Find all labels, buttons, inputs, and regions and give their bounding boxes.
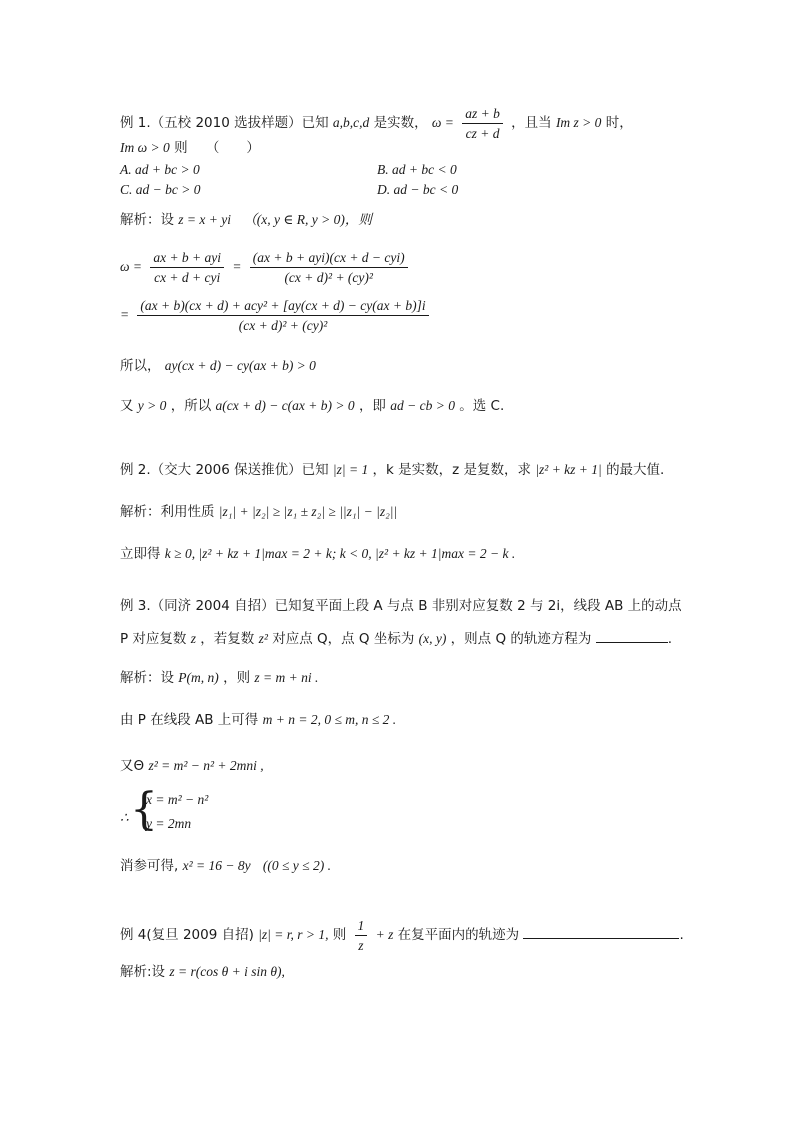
ex2-solution: [120, 502, 674, 522]
ex1-option-b: B. ad + bc < 0: [377, 162, 457, 177]
ex4-answer-blank[interactable]: [523, 924, 679, 939]
ex2-target: |z² + kz + 1|: [535, 462, 602, 477]
ex1-also-mid: ，所以: [170, 398, 212, 414]
ex1-equation-1: [120, 248, 674, 287]
ex4-frac-num: 1: [355, 916, 368, 936]
ex1-eq1-f2-num: (ax + b + ayi)(cx + d − cyi): [250, 248, 408, 268]
ex3-segment-line: [120, 710, 674, 730]
ex3-seg-label: 由 P 在线段 AB 上可得: [120, 712, 259, 728]
ex1-eq1-frac1: [150, 248, 224, 287]
ex3-line2-z: z: [190, 631, 196, 646]
ex3-line2-c: 对应点 Q，点 Q 坐标为: [272, 631, 415, 647]
ex3-statement-line2: [120, 628, 674, 649]
ex1-option-d: D. ad − bc < 0: [377, 182, 459, 197]
ex3-elim-label: 消参可得,: [120, 858, 179, 874]
ex2-text2: 的最大值.: [606, 462, 665, 478]
ex3-brace: {: [130, 784, 158, 835]
ex1-also-expr2: a(cx + d) − c(ax + b) > 0: [215, 398, 355, 413]
ex3-elimination-line: [120, 856, 674, 876]
ex3-line2-z2: z²: [258, 631, 268, 646]
ex3-therefore-symbol: ∴: [120, 810, 129, 825]
ex3-system-eq1: x = m² − n²: [146, 792, 209, 807]
ex1-also-label: 又: [120, 398, 134, 414]
ex1-is-real: 是实数，: [373, 115, 428, 131]
ex3-solution-intro: [120, 668, 674, 688]
ex2-statement: [120, 460, 674, 480]
ex1-eq1-f2-den: (cx + d)² + (cy)²: [284, 270, 373, 285]
ex4-sol-label: 解析:设: [120, 964, 166, 980]
ex3-also-expr: z² = m² − n² + 2mni ,: [148, 758, 264, 773]
ex2-sol-expr: |z₁| + |z₂| ≥ |z₁ ± z₂| ≥ ||z₁| − |z₂||: [218, 504, 398, 519]
ex1-eq2-frac: [137, 296, 428, 335]
ex1-vars: a,b,c,d: [332, 115, 370, 130]
ex2-res-label: 立即得: [120, 546, 161, 562]
ex3-line2-xy: (x, y): [418, 631, 447, 646]
ex1-when: ，且当: [511, 115, 552, 131]
ex1-eq1-lhs: ω =: [120, 259, 143, 274]
ex1-frac-den: cz + d: [465, 126, 500, 141]
ex1-sol-label: 解析：设: [120, 212, 174, 228]
ex3-also-label: 又Θ: [120, 758, 145, 774]
ex3-line2-end: .: [667, 631, 672, 647]
ex1-also-end: 。选 C.: [459, 398, 505, 414]
ex4-text: 在复平面内的轨迹为: [397, 927, 520, 943]
ex1-options-row2: [120, 180, 674, 200]
ex1-options-row1: [120, 160, 674, 180]
ex1-answer-paren: （ ）: [205, 140, 260, 156]
ex3-elim-expr: x² = 16 − 8y: [182, 858, 251, 873]
ex1-option-c: C. ad − bc > 0: [120, 182, 201, 197]
ex1-when-end: 时，: [605, 115, 633, 131]
ex1-solution-intro: [120, 210, 674, 230]
ex1-eq2-den: (cx + d)² + (cy)²: [238, 318, 328, 333]
ex3-equation-system: [120, 784, 320, 840]
ex4-intro: 例 4(复旦 2009 自招): [120, 927, 254, 943]
ex3-sol-expr: P(m, n): [178, 670, 219, 685]
ex3-line1: 例 3.（同济 2004 自招）已知复平面上段 A 与点 B 非别对应复数 2 与 2i，线段 AB 上的动点: [120, 598, 682, 614]
ex1-frac-num: az + b: [462, 104, 503, 124]
ex1-also-expr1: y > 0: [137, 398, 167, 413]
ex2-sol-label: 解析：利用性质: [120, 504, 215, 520]
ex1-so-expr: ay(cx + d) − cy(ax + b) > 0: [164, 358, 316, 373]
ex4-sol-expr: z = r(cos θ + i sin θ),: [169, 964, 285, 979]
ex1-option-a: A. ad + bc > 0: [120, 162, 200, 177]
ex1-eq1-f1-num: ax + b + ayi: [150, 248, 224, 268]
ex1-conclusion-line: [120, 396, 674, 416]
ex3-seg-expr: m + n = 2, 0 ≤ m, n ≤ 2 .: [262, 712, 397, 727]
ex4-solution: [120, 962, 674, 982]
ex2-result: [120, 544, 674, 564]
ex1-then: 则: [174, 140, 188, 156]
ex1-eq1-frac2: [250, 248, 408, 287]
ex1-eq1-mid: =: [232, 259, 242, 274]
ex1-eq2-lhs: =: [120, 307, 130, 322]
ex4-then: 则: [332, 927, 347, 943]
ex1-also-mid2: ，即: [358, 398, 386, 414]
ex4-plus-z: + z: [375, 927, 394, 942]
ex1-equation-2: [120, 296, 674, 335]
ex3-system-eq2: y = 2mn: [146, 816, 192, 831]
ex3-sol-mid: ，则: [223, 670, 251, 686]
ex3-elim-cond: ((0 ≤ y ≤ 2) .: [262, 858, 331, 873]
ex3-statement-line1: [120, 596, 682, 616]
ex1-condition: Im z > 0: [555, 115, 602, 130]
ex1-so-label: 所以，: [120, 358, 161, 374]
ex1-sol-cond: （(x, y ∈ R, y > 0)，则: [243, 212, 372, 227]
ex3-also-line: [120, 756, 674, 776]
ex4-statement: [120, 916, 684, 955]
ex2-res-expr: k ≥ 0, |z² + kz + 1|max = 2 + k; k < 0, |z² + kz + 1|max = 2 − k .: [164, 546, 516, 561]
ex1-also-expr3: ad − cb > 0: [390, 398, 455, 413]
ex3-line2-b: ，若复数: [200, 631, 255, 647]
ex4-cond: |z| = r, r > 1,: [258, 927, 329, 942]
ex3-answer-blank[interactable]: [596, 628, 668, 643]
ex1-im-omega: Im ω > 0: [120, 140, 170, 155]
ex1-intro: 例 1.（五校 2010 选拔样题）已知: [120, 115, 329, 131]
ex1-eq2-num: (ax + b)(cx + d) + acy² + [ay(cx + d) − cy(ax + b)]i: [137, 296, 428, 316]
ex3-sol-expr2: z = m + ni .: [254, 670, 319, 685]
ex1-so-line: [120, 356, 674, 376]
ex4-fraction: [355, 916, 368, 955]
ex2-cond: |z| = 1: [332, 462, 369, 477]
ex3-line2-d: ，则点 Q 的轨迹方程为: [450, 631, 592, 647]
ex3-line2-a: P 对应复数: [120, 631, 187, 647]
ex1-omega-eq: ω =: [431, 115, 454, 130]
ex3-sol-label: 解析：设: [120, 670, 174, 686]
ex4-end: .: [679, 927, 684, 943]
ex4-frac-den: z: [358, 938, 364, 953]
ex1-sol-expr: z = x + yi: [178, 212, 232, 227]
ex1-statement-line2: [120, 138, 674, 158]
ex1-eq1-f1-den: cx + d + cyi: [154, 270, 221, 285]
ex2-text1: ，k 是实数，z 是复数，求: [372, 462, 532, 478]
ex2-intro: 例 2.（交大 2006 保送推优）已知: [120, 462, 329, 478]
